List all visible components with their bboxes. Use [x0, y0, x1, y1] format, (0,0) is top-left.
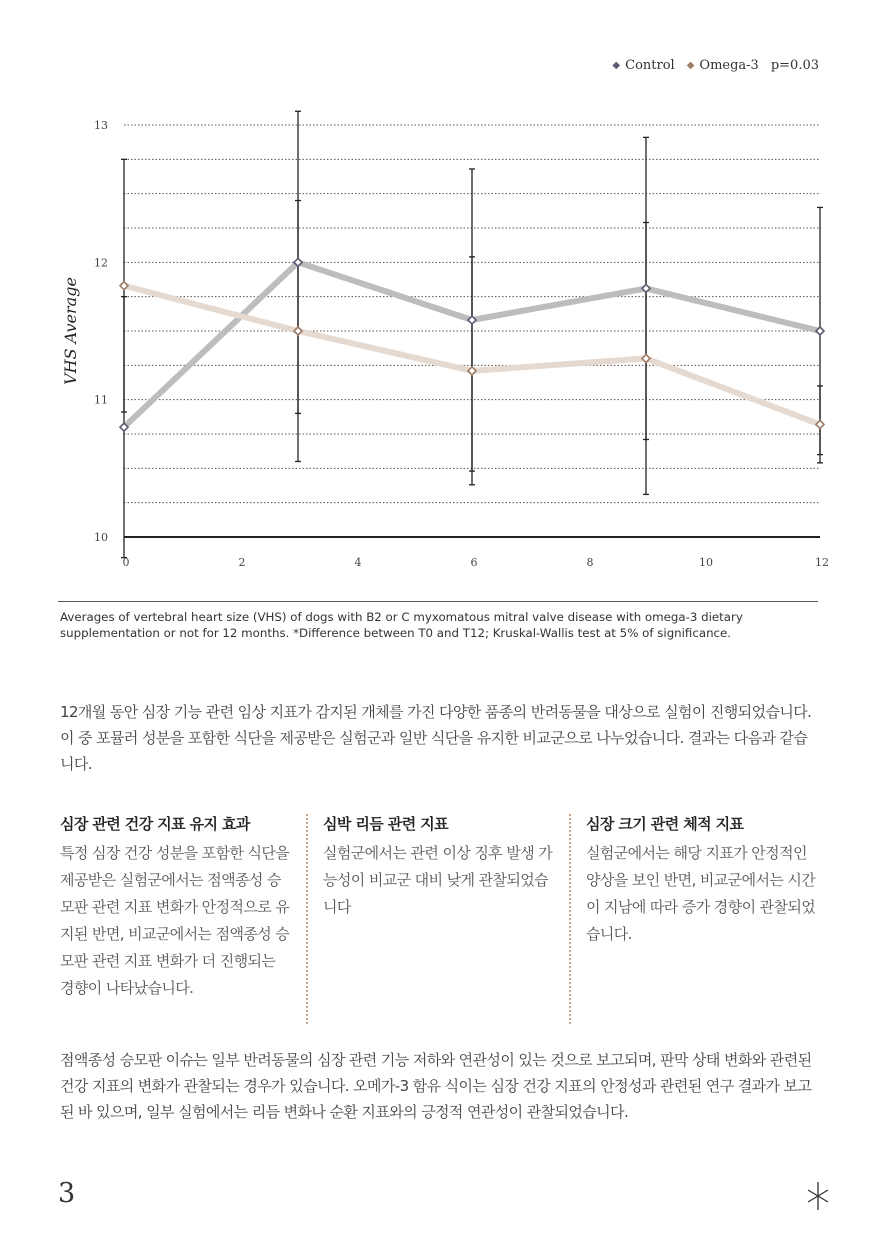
y-tick-label: 10 — [94, 531, 108, 544]
finding-heading-2: 심박 리듬 관련 지표 — [323, 815, 448, 833]
diamond-icon: ◆ — [686, 59, 695, 71]
y-tick-label: 12 — [94, 256, 108, 270]
outro-paragraph: 점액종성 승모판 이슈는 일부 반려동물의 심장 관련 기능 저하와 연관성이 있는 것으로 보고되며, 판막 상태 변화와 관련된 건강 지표의 변화가 관찰되는 경우가 있습니다. 오메가-3 함유 식이는 심장 건강 지표의 안정성과 관련된 연구 결과가 보고된 바 있으며, 일부 실험에서는 리듬 변화나 순환 지표와의 긍정적 연관성이 관찰되었습니다. — [60, 1051, 812, 1121]
x-tick-label: 12 — [815, 556, 829, 569]
legend-label-omega3: Omega-3 — [699, 58, 759, 73]
x-tick-label: 4 — [354, 556, 362, 569]
x-tick-label: 8 — [586, 556, 594, 569]
x-tick-label: 2 — [238, 556, 246, 569]
finding-body-2: 실험군에서는 관련 이상 징후 발생 가능성이 비교군 대비 낮게 관찰되었습니다 — [323, 844, 553, 916]
sparkle-star-icon — [806, 1182, 830, 1210]
finding-body-1: 특정 심장 건강 성분을 포함한 식단을 제공받은 실험군에서는 점액종성 승모판 관련 지표 변화가 안정적으로 유지된 반면, 비교군에서는 점액종성 승모판 관련 지표 변화가 더 진행되는 경향이 나타났습니다. — [60, 844, 290, 997]
finding-column-2 — [323, 812, 555, 921]
chart-caption: Averages of vertebral heart size (VHS) of dogs with B2 or C myxomatous mitral valve disease with omega-3 dietary supplementation or not for 12 months. *Difference between T0 and T12; Kruskal-Wallis test at 5% of significance. — [60, 610, 743, 640]
intro-paragraph: 12개월 동안 심장 기능 관련 임상 지표가 감지된 개체를 가진 다양한 품종의 반려동물을 대상으로 실험이 진행되었습니다. 이 중 포뮬러 성분을 포함한 식단을 제공받은 실험군과 일반 식단을 유지한 비교군으로 나누었습니다. 결과는 다음과 같습니다. — [60, 703, 812, 773]
page-number: 3 — [58, 1178, 76, 1209]
column-divider — [569, 814, 571, 1024]
finding-body-3: 실험군에서는 해당 지표가 안정적인 양상을 보인 반면, 비교군에서는 시간이 지남에 따라 증가 경향이 관찰되었습니다. — [586, 844, 816, 943]
finding-heading-3: 심장 크기 관련 체적 지표 — [586, 815, 744, 833]
vhs-line-chart — [0, 0, 877, 600]
y-axis-label: VHS Average — [61, 277, 80, 385]
finding-column-3 — [586, 812, 818, 948]
legend-label-control: Control — [625, 58, 675, 73]
p-value-note: p=0.03 — [770, 58, 819, 73]
x-tick-label: 10 — [699, 556, 713, 569]
finding-heading-1: 심장 관련 건강 지표 유지 효과 — [60, 815, 250, 833]
caption-divider — [58, 601, 818, 602]
x-tick-label: 0 — [122, 556, 130, 569]
y-tick-label: 11 — [94, 393, 108, 407]
x-tick-label: 6 — [470, 556, 478, 569]
finding-column-1 — [60, 812, 292, 1002]
diamond-icon: ◆ — [612, 59, 621, 71]
y-tick-label: 13 — [94, 119, 108, 132]
column-divider — [306, 814, 308, 1024]
